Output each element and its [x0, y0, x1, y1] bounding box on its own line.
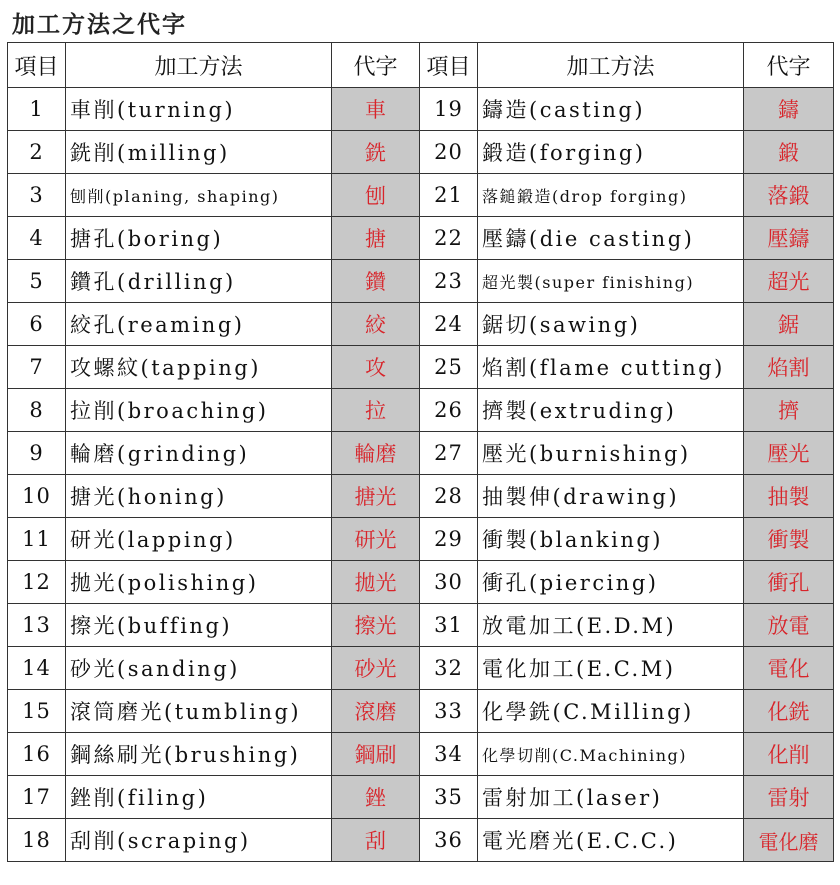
item-number: 26: [420, 389, 478, 432]
item-number: 18: [8, 819, 66, 862]
method-code: 刨: [332, 174, 420, 217]
method-code: 壓鑄: [744, 217, 834, 260]
method-name: 研光(lapping): [66, 518, 332, 561]
header-item: 項目: [420, 43, 478, 88]
method-code: 滾磨: [332, 690, 420, 733]
item-number: 29: [420, 518, 478, 561]
item-number: 36: [420, 819, 478, 862]
table-row: [8, 303, 834, 346]
method-name: 輪磨(grinding): [66, 432, 332, 475]
table-row: [8, 604, 834, 647]
table-row: [8, 647, 834, 690]
item-number: 14: [8, 647, 66, 690]
method-name: 拉削(broaching): [66, 389, 332, 432]
method-name: 鋼絲刷光(brushing): [66, 733, 332, 776]
method-name: 鑽孔(drilling): [66, 260, 332, 303]
method-code: 砂光: [332, 647, 420, 690]
method-name: 擦光(buffing): [66, 604, 332, 647]
method-name: 電化加工(E.C.M): [478, 647, 744, 690]
item-number: 5: [8, 260, 66, 303]
header-method: 加工方法: [66, 43, 332, 88]
method-name: 雷射加工(laser): [478, 776, 744, 819]
method-code: 焰割: [744, 346, 834, 389]
method-code: 拋光: [332, 561, 420, 604]
method-code: 絞: [332, 303, 420, 346]
method-name: 壓光(burnishing): [478, 432, 744, 475]
item-number: 6: [8, 303, 66, 346]
method-code: 化削: [744, 733, 834, 776]
header-code: 代字: [744, 43, 834, 88]
item-number: 16: [8, 733, 66, 776]
table-row: [8, 776, 834, 819]
item-number: 34: [420, 733, 478, 776]
machining-code-table: [7, 42, 834, 862]
item-number: 8: [8, 389, 66, 432]
table-row: [8, 389, 834, 432]
table-row: [8, 432, 834, 475]
method-code: 壓光: [744, 432, 834, 475]
table-row: [8, 733, 834, 776]
header-method: 加工方法: [478, 43, 744, 88]
table-row: [8, 475, 834, 518]
method-code: 車: [332, 88, 420, 131]
method-code: 衝製: [744, 518, 834, 561]
method-name: 鋸切(sawing): [478, 303, 744, 346]
item-number: 11: [8, 518, 66, 561]
item-number: 4: [8, 217, 66, 260]
method-code: 搪: [332, 217, 420, 260]
method-code: 鑽: [332, 260, 420, 303]
item-number: 35: [420, 776, 478, 819]
method-code: 鋸: [744, 303, 834, 346]
item-number: 22: [420, 217, 478, 260]
table-row: [8, 131, 834, 174]
method-name: 車削(turning): [66, 88, 332, 131]
method-name: 落鎚鍛造(drop forging): [478, 174, 744, 217]
header-row: [8, 43, 834, 88]
method-code: 銼: [332, 776, 420, 819]
header-code: 代字: [332, 43, 420, 88]
method-name: 鍛造(forging): [478, 131, 744, 174]
method-name: 超光製(super finishing): [478, 260, 744, 303]
method-code: 鋼刷: [332, 733, 420, 776]
method-code: 電化磨: [744, 819, 834, 862]
method-code: 化銑: [744, 690, 834, 733]
item-number: 12: [8, 561, 66, 604]
method-code: 放電: [744, 604, 834, 647]
item-number: 7: [8, 346, 66, 389]
item-number: 15: [8, 690, 66, 733]
item-number: 13: [8, 604, 66, 647]
method-name: 焰割(flame cutting): [478, 346, 744, 389]
method-code: 拉: [332, 389, 420, 432]
method-code: 超光: [744, 260, 834, 303]
method-name: 刨削(planing, shaping): [66, 174, 332, 217]
method-name: 滾筒磨光(tumbling): [66, 690, 332, 733]
item-number: 10: [8, 475, 66, 518]
item-number: 32: [420, 647, 478, 690]
method-code: 輪磨: [332, 432, 420, 475]
item-number: 24: [420, 303, 478, 346]
method-name: 擠製(extruding): [478, 389, 744, 432]
method-name: 搪光(honing): [66, 475, 332, 518]
method-code: 研光: [332, 518, 420, 561]
item-number: 20: [420, 131, 478, 174]
item-number: 30: [420, 561, 478, 604]
method-name: 放電加工(E.D.M): [478, 604, 744, 647]
method-code: 抽製: [744, 475, 834, 518]
method-code: 鑄: [744, 88, 834, 131]
method-name: 化學銑(C.Milling): [478, 690, 744, 733]
method-name: 衝製(blanking): [478, 518, 744, 561]
table-row: [8, 346, 834, 389]
method-code: 擠: [744, 389, 834, 432]
method-name: 化學切削(C.Machining): [478, 733, 744, 776]
table-row: [8, 518, 834, 561]
item-number: 28: [420, 475, 478, 518]
table-row: [8, 217, 834, 260]
method-name: 攻螺紋(tapping): [66, 346, 332, 389]
header-item: 項目: [8, 43, 66, 88]
method-name: 壓鑄(die casting): [478, 217, 744, 260]
item-number: 33: [420, 690, 478, 733]
method-name: 砂光(sanding): [66, 647, 332, 690]
item-number: 23: [420, 260, 478, 303]
method-name: 搪孔(boring): [66, 217, 332, 260]
method-name: 銼削(filing): [66, 776, 332, 819]
method-name: 衝孔(piercing): [478, 561, 744, 604]
table-row: [8, 88, 834, 131]
method-code: 鍛: [744, 131, 834, 174]
table-row: [8, 260, 834, 303]
item-number: 19: [420, 88, 478, 131]
method-code: 刮: [332, 819, 420, 862]
item-number: 21: [420, 174, 478, 217]
item-number: 25: [420, 346, 478, 389]
page-title: 加工方法之代字: [12, 11, 187, 38]
method-code: 銑: [332, 131, 420, 174]
item-number: 27: [420, 432, 478, 475]
table-row: [8, 174, 834, 217]
table-row: [8, 561, 834, 604]
method-code: 搪光: [332, 475, 420, 518]
method-name: 電光磨光(E.C.C.): [478, 819, 744, 862]
method-code: 落鍛: [744, 174, 834, 217]
method-name: 拋光(polishing): [66, 561, 332, 604]
item-number: 1: [8, 88, 66, 131]
item-number: 3: [8, 174, 66, 217]
table-row: [8, 690, 834, 733]
method-name: 刮削(scraping): [66, 819, 332, 862]
method-code: 電化: [744, 647, 834, 690]
item-number: 17: [8, 776, 66, 819]
item-number: 31: [420, 604, 478, 647]
table-row: [8, 819, 834, 862]
method-code: 攻: [332, 346, 420, 389]
method-name: 鑄造(casting): [478, 88, 744, 131]
method-code: 擦光: [332, 604, 420, 647]
method-name: 抽製伸(drawing): [478, 475, 744, 518]
item-number: 2: [8, 131, 66, 174]
method-name: 銑削(milling): [66, 131, 332, 174]
method-name: 絞孔(reaming): [66, 303, 332, 346]
method-code: 雷射: [744, 776, 834, 819]
item-number: 9: [8, 432, 66, 475]
method-code: 衝孔: [744, 561, 834, 604]
